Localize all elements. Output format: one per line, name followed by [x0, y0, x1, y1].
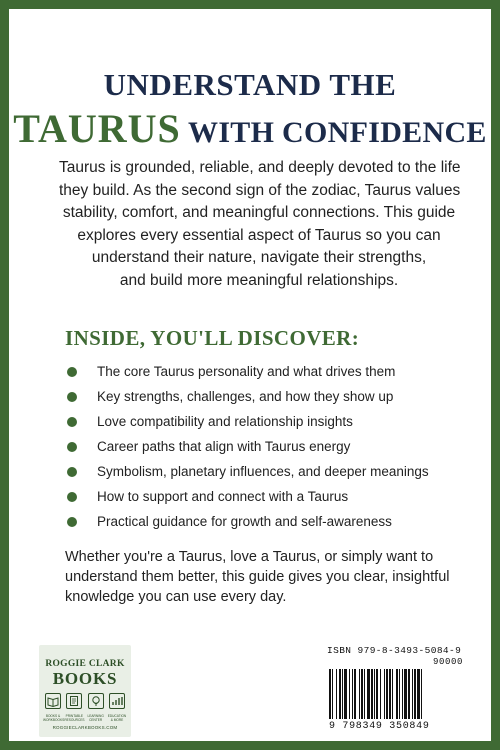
list-item: Love compatibility and relationship insights [65, 409, 429, 434]
bullet-dot-icon [67, 467, 77, 477]
publisher-url: ROGGIECLARKBOOKS.COM [52, 725, 118, 730]
publisher-icon-row [45, 693, 125, 713]
barcode-bar [380, 669, 381, 719]
barcode-bar [339, 669, 341, 719]
publisher-icon-captions: BOOKS & WORKBOOKS PRINTABLE RESOURCES LEARNING CENTER EDUCATION & MORE [43, 714, 127, 722]
title-highlight-taurus: TAURUS [13, 106, 181, 151]
title-line-1: UNDERSTAND THE [103, 67, 397, 102]
barcode-bar [386, 669, 388, 719]
isbn-barcode [327, 645, 467, 739]
lightbulb-icon [88, 693, 104, 709]
bullet-dot-icon [67, 492, 77, 502]
publisher-name-top: ROGGIE CLARK [45, 659, 125, 669]
intro-line: they build. As the second sign of the zodiac, Taurus values [59, 181, 461, 199]
price-code: 90000 [432, 657, 463, 667]
barcode-bar [359, 669, 360, 719]
barcode-bar [392, 669, 393, 719]
barcode-bar [344, 669, 347, 719]
outro-line: Whether you're a Taurus, love a Taurus, or simply want to [65, 549, 434, 565]
barcode-bar [367, 669, 370, 719]
barcode-bar [417, 669, 420, 719]
barcode-bars [327, 669, 465, 721]
barcode-bar [376, 669, 378, 719]
barcode-bar [332, 669, 333, 719]
barcode-bar [329, 669, 331, 719]
barcode-bar [342, 669, 343, 719]
title-line-2-rest: WITH CONFIDENCE [180, 116, 487, 149]
barcode-bar [414, 669, 416, 719]
list-item: Key strengths, challenges, and how they show up [65, 384, 429, 409]
intro-line: Taurus is grounded, reliable, and deeply devoted to the life [59, 159, 461, 176]
barcode-bar [396, 669, 398, 719]
barcode-bar [389, 669, 391, 719]
barcode-bar [421, 669, 422, 719]
barcode-bar [404, 669, 407, 719]
list-item: The core Taurus personality and what drives them [65, 359, 429, 384]
barcode-bar [354, 669, 356, 719]
list-item: Symbolism, planetary influences, and deeper meanings [65, 459, 429, 484]
intro-line: stability, comfort, and meaningful connections. This guide [62, 204, 456, 221]
bullet-dot-icon [67, 392, 77, 402]
barcode-bar [384, 669, 385, 719]
bullet-dot-icon [67, 442, 77, 452]
book-icon [45, 693, 61, 709]
isbn-text: ISBN 979-8-3493-5084-9 [327, 645, 462, 656]
barcode-bar [371, 669, 373, 719]
outro-paragraph [65, 547, 465, 607]
bullet-dot-icon [67, 417, 77, 427]
barcode-bar [364, 669, 365, 719]
intro-line: and build more meaningful relationships. [119, 271, 399, 289]
title-line-2 [9, 105, 491, 152]
discover-list [65, 359, 429, 534]
intro-line: understand their nature, navigate their strengths, [91, 249, 427, 266]
intro-line: explores every essential aspect of Taurus so you can [77, 226, 441, 244]
outro-line: understand them better, this guide gives you clear, insightful [65, 569, 450, 585]
outro-line: knowledge you can use every day. [65, 589, 287, 605]
publisher-name-big: BOOKS [52, 669, 118, 688]
barcode-digits: 9 798349 350849 [329, 721, 430, 732]
bullet-dot-icon [67, 367, 77, 377]
bullet-dot-icon [67, 517, 77, 527]
section-heading: INSIDE, YOU'LL DISCOVER: [65, 326, 360, 350]
printable-page-icon [66, 693, 82, 709]
barcode-bar [374, 669, 375, 719]
growth-chart-icon [109, 693, 125, 709]
barcode-bar [352, 669, 353, 719]
barcode-bar [349, 669, 350, 719]
barcode-bar [361, 669, 363, 719]
list-item: How to support and connect with a Taurus [65, 484, 429, 509]
barcode-bar [402, 669, 403, 719]
list-item: Career paths that align with Taurus energy [65, 434, 429, 459]
barcode-bar [412, 669, 413, 719]
barcode-bar [336, 669, 337, 719]
intro-paragraph [59, 157, 459, 292]
barcode-bar [399, 669, 400, 719]
barcode-bar [408, 669, 410, 719]
list-item: Practical guidance for growth and self-awareness [65, 509, 429, 534]
publisher-logo [39, 645, 131, 737]
